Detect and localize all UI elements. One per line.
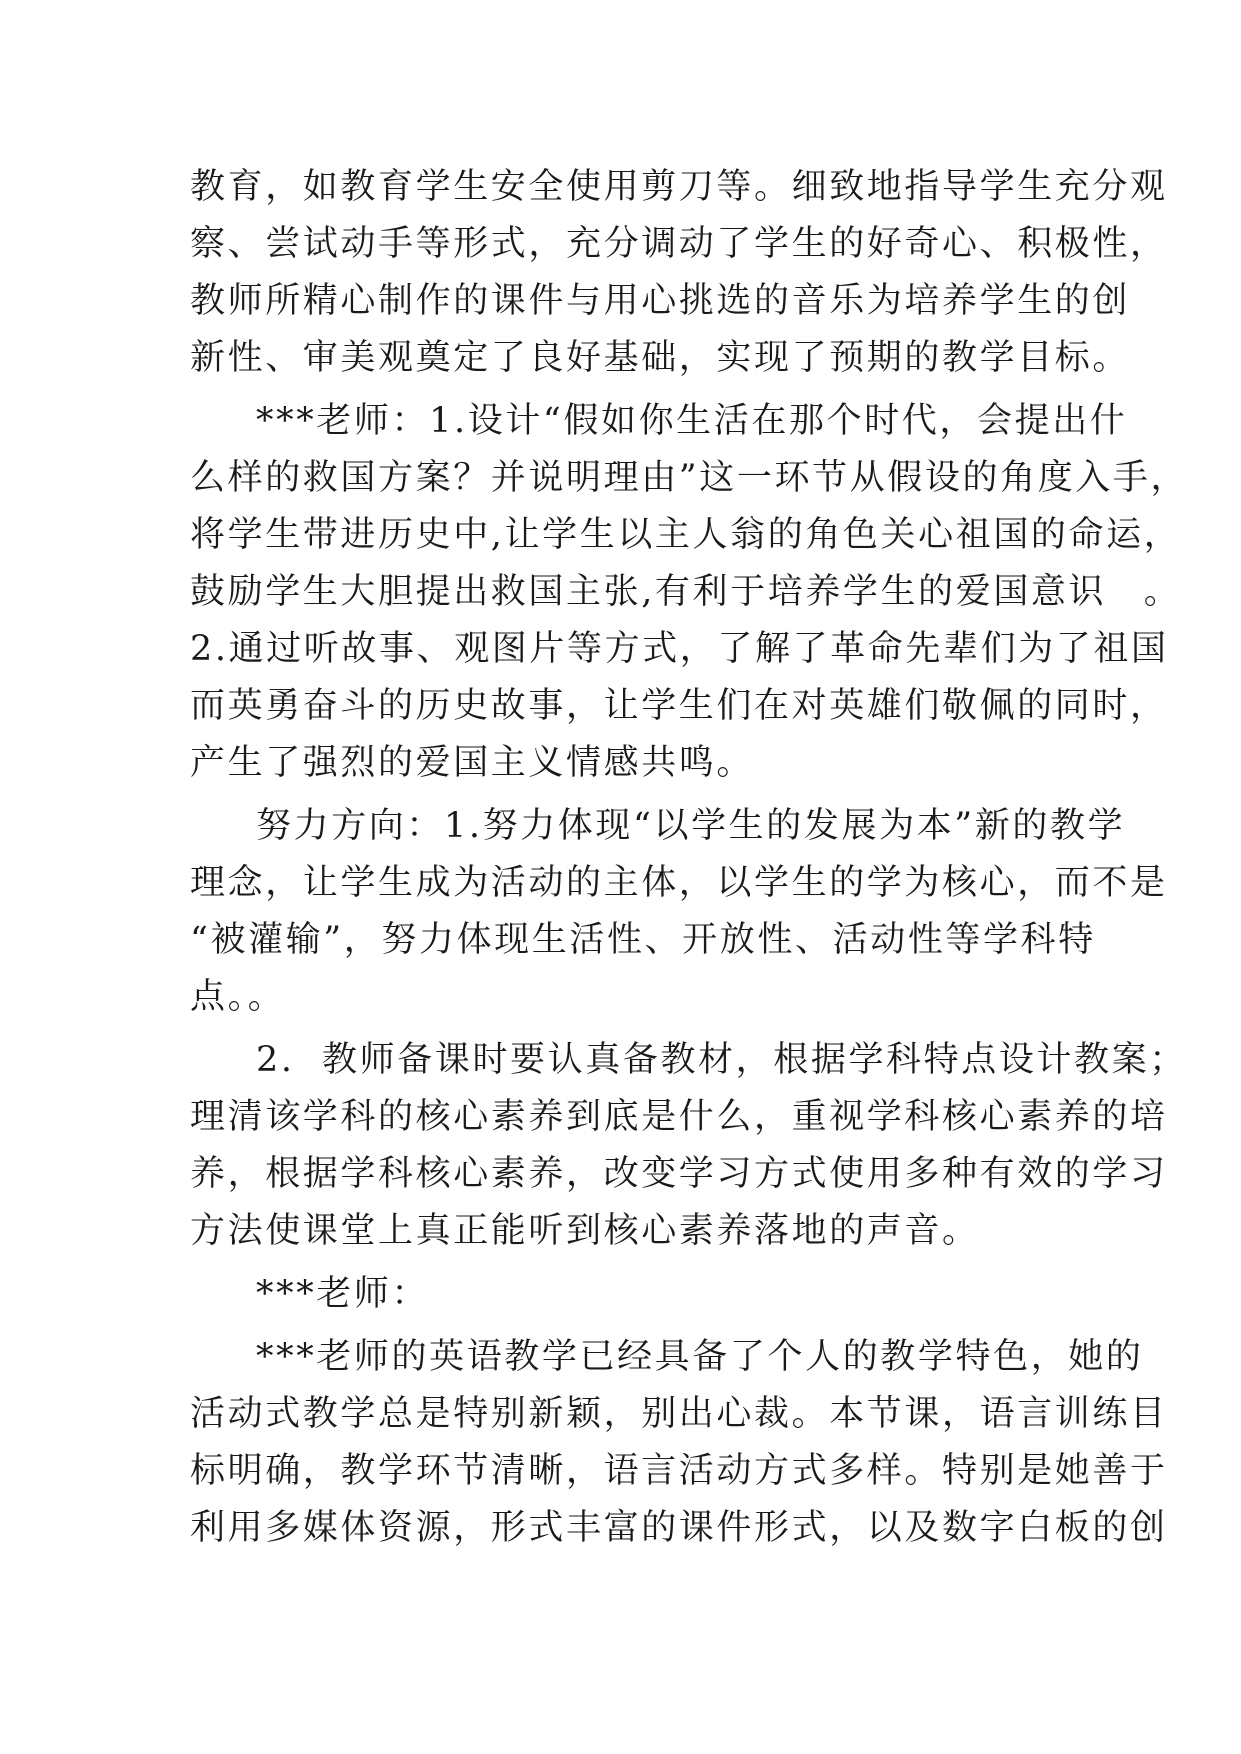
text-line: 将学生带进历史中,让学生以主人翁的角色关心祖国的命运， <box>190 515 1182 555</box>
text-line: 2. 教师备课时要认真备教材，根据学科特点设计教案； <box>256 1040 1187 1080</box>
text-line: 养，根据学科核心素养，改变学习方式使用多种有效的学习 <box>190 1154 1168 1194</box>
text-line: ***老师： <box>256 1274 430 1314</box>
text-line: 教育，如教育学生安全使用剪刀等。细致地指导学生充分观 <box>190 167 1168 207</box>
text-line: 察、尝试动手等形式，充分调动了学生的好奇心、积极性， <box>190 224 1168 264</box>
text-line: 么样的救国方案？并说明理由”这一环节从假设的角度入手， <box>190 458 1189 498</box>
text-line: 努力方向：1.努力体现“以学生的发展为本”新的教学 <box>256 806 1126 846</box>
text-line: 而英勇奋斗的历史故事，让学生们在对英雄们敬佩的同时， <box>190 686 1168 726</box>
text-line: 点。。 <box>190 977 286 1017</box>
text-line: 方法使课堂上真正能听到核心素养落地的声音。 <box>190 1211 980 1251</box>
text-line: 利用多媒体资源，形式丰富的课件形式，以及数字白板的创 <box>190 1508 1168 1548</box>
text-line: 教师所精心制作的课件与用心挑选的音乐为培养学生的创 <box>190 281 1131 321</box>
text-line: 活动式教学总是特别新颖，别出心裁。本节课，语言训练目 <box>190 1394 1168 1434</box>
text-line: ***老师的英语教学已经具备了个人的教学特色，她的 <box>256 1337 1144 1377</box>
text-line: 理念，让学生成为活动的主体，以学生的学为核心，而不是 <box>190 863 1168 903</box>
text-line: 产生了强烈的爱国主义情感共鸣。 <box>190 743 755 783</box>
text-line: “被灌输”，努力体现生活性、开放性、活动性等学科特 <box>190 920 1096 960</box>
text-line: 新性、审美观奠定了良好基础，实现了预期的教学目标。 <box>190 338 1131 378</box>
text-line: 理清该学科的核心素养到底是什么，重视学科核心素养的培 <box>190 1097 1168 1137</box>
text-line: 2.通过听故事、观图片等方式，了解了革命先辈们为了祖国 <box>190 629 1169 669</box>
text-line: 鼓励学生大胆提出救国主张,有利于培养学生的爱国意识 。 <box>190 572 1182 612</box>
text-line: ***老师：1.设计“假如你生活在那个时代，会提出什 <box>256 401 1128 441</box>
text-line: 标明确，教学环节清晰，语言活动方式多样。特别是她善于 <box>190 1451 1168 1491</box>
